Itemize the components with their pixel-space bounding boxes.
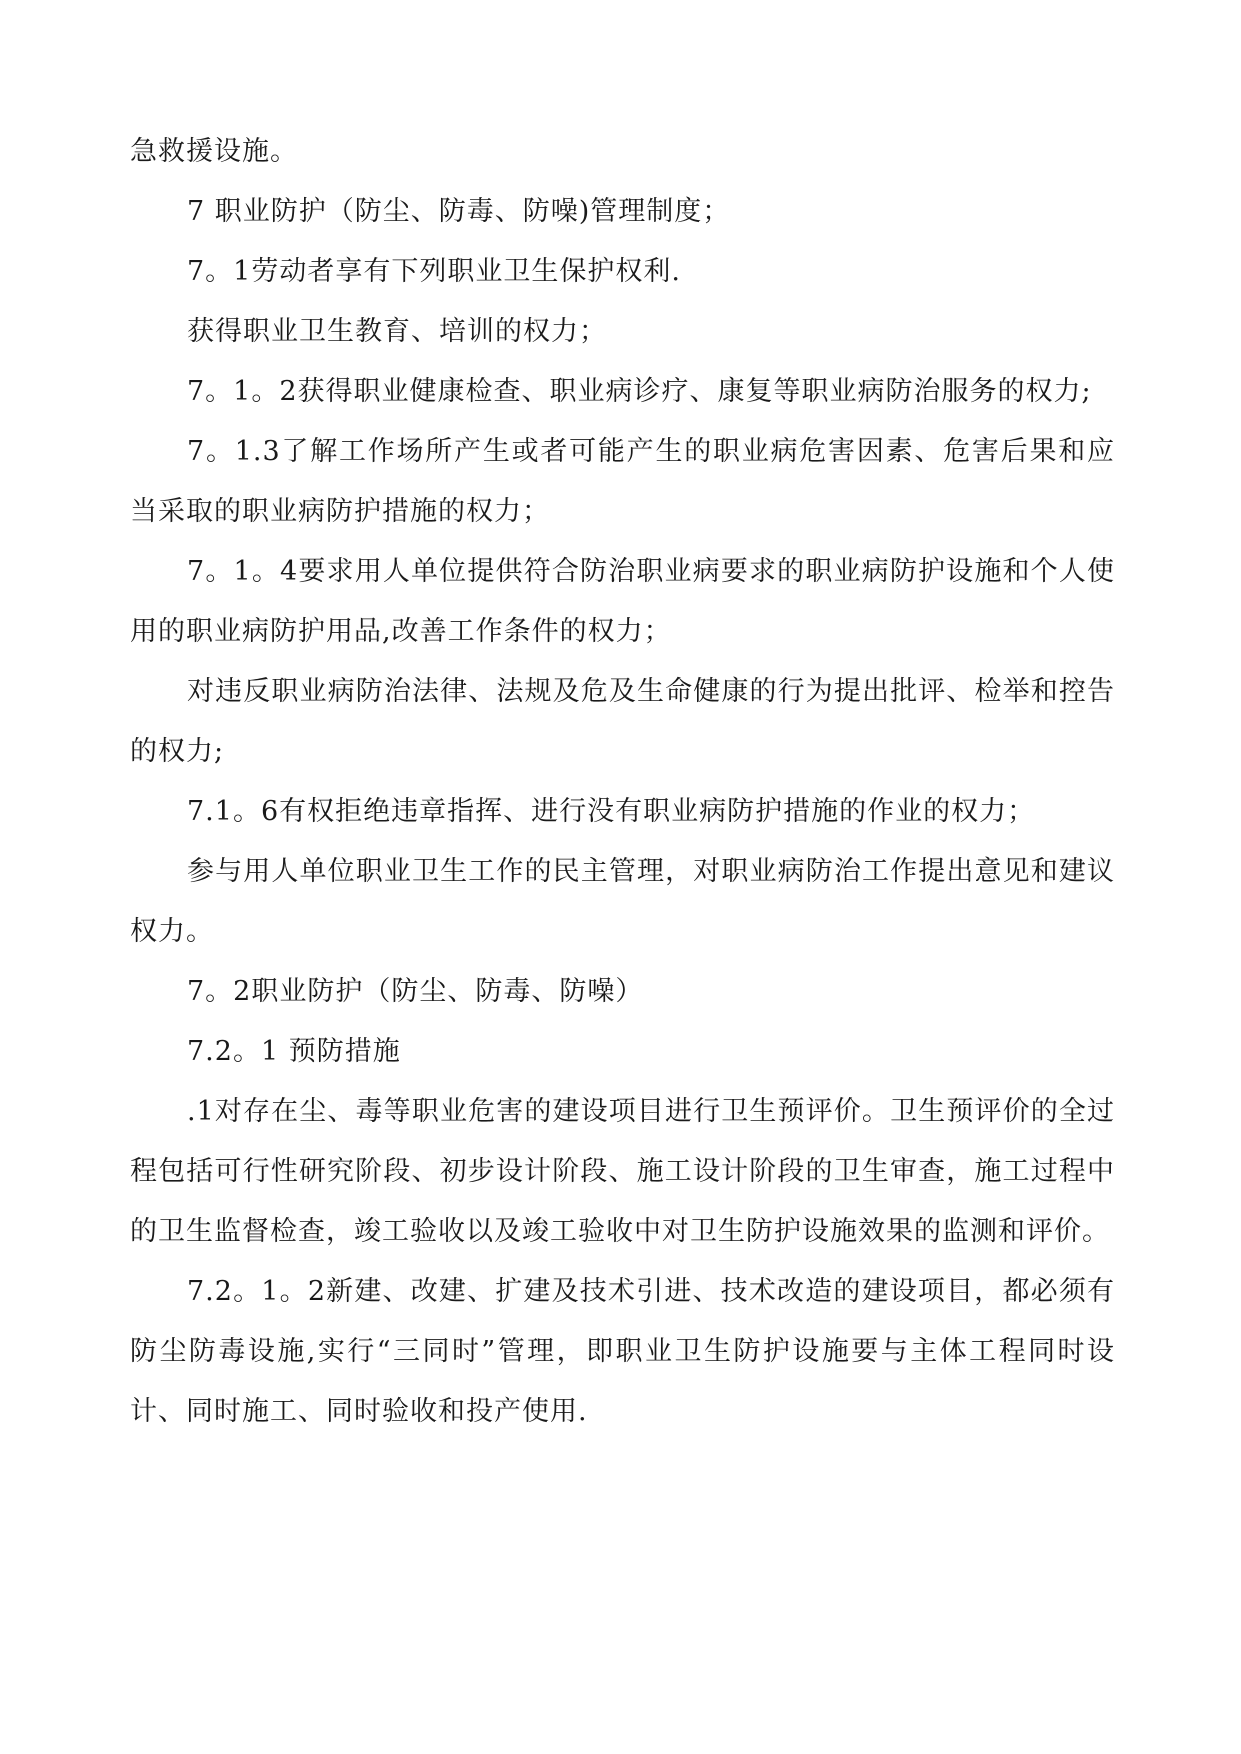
paragraph-1: 急救援设施。 [130,136,298,167]
paragraph-12: 7.2。1 预防措施 [187,1036,401,1067]
paragraph-14: 7.2。1。2新建、改建、扩建及技术引进、技术改造的建设项目，都必须有防尘防毒设施,实行“三同时”管理，即职业卫生防护设施要与主体工程同时设计、同时施工、同时验收和投产使用. [130,1276,1116,1427]
paragraph-11: 7。2职业防护（防尘、防毒、防噪） [187,976,644,1007]
paragraph-8: 对违反职业病防治法律、法规及危及生命健康的行为提出批评、检举和控告的权力; [130,676,1115,767]
paragraph-2: 7 职业防护（防尘、防毒、防噪)管理制度； [187,196,731,227]
paragraph-9: 7.1。6有权拒绝违章指挥、进行没有职业病防护措施的作业的权力； [187,796,1036,827]
paragraph-3: 7。1劳动者享有下列职业卫生保护权利. [187,256,681,287]
paragraph-13: .1对存在尘、毒等职业危害的建设项目进行卫生预评价。卫生预评价的全过程包括可行性研究阶段、初步设计阶段、施工设计阶段的卫生审查，施工过程中的卫生监督检查，竣工验收以及竣工验收中对卫生防护设施效果的监测和评价。 [130,1096,1115,1247]
paragraph-6: 7。1.3了解工作场所产生或者可能产生的职业病危害因素、危害后果和应当采取的职业病防护措施的权力； [130,436,1115,527]
document-page [130,122,1115,1442]
paragraph-4: 获得职业卫生教育、培训的权力； [187,316,607,347]
paragraph-5: 7。1。2获得职业健康检查、职业病诊疗、康复等职业病防治服务的权力; [187,376,1092,407]
paragraph-10: 参与用人单位职业卫生工作的民主管理，对职业病防治工作提出意见和建议权力。 [130,856,1115,947]
paragraph-7: 7。1。4要求用人单位提供符合防治职业病要求的职业病防护设施和个人使用的职业病防护用品,改善工作条件的权力； [130,556,1115,647]
